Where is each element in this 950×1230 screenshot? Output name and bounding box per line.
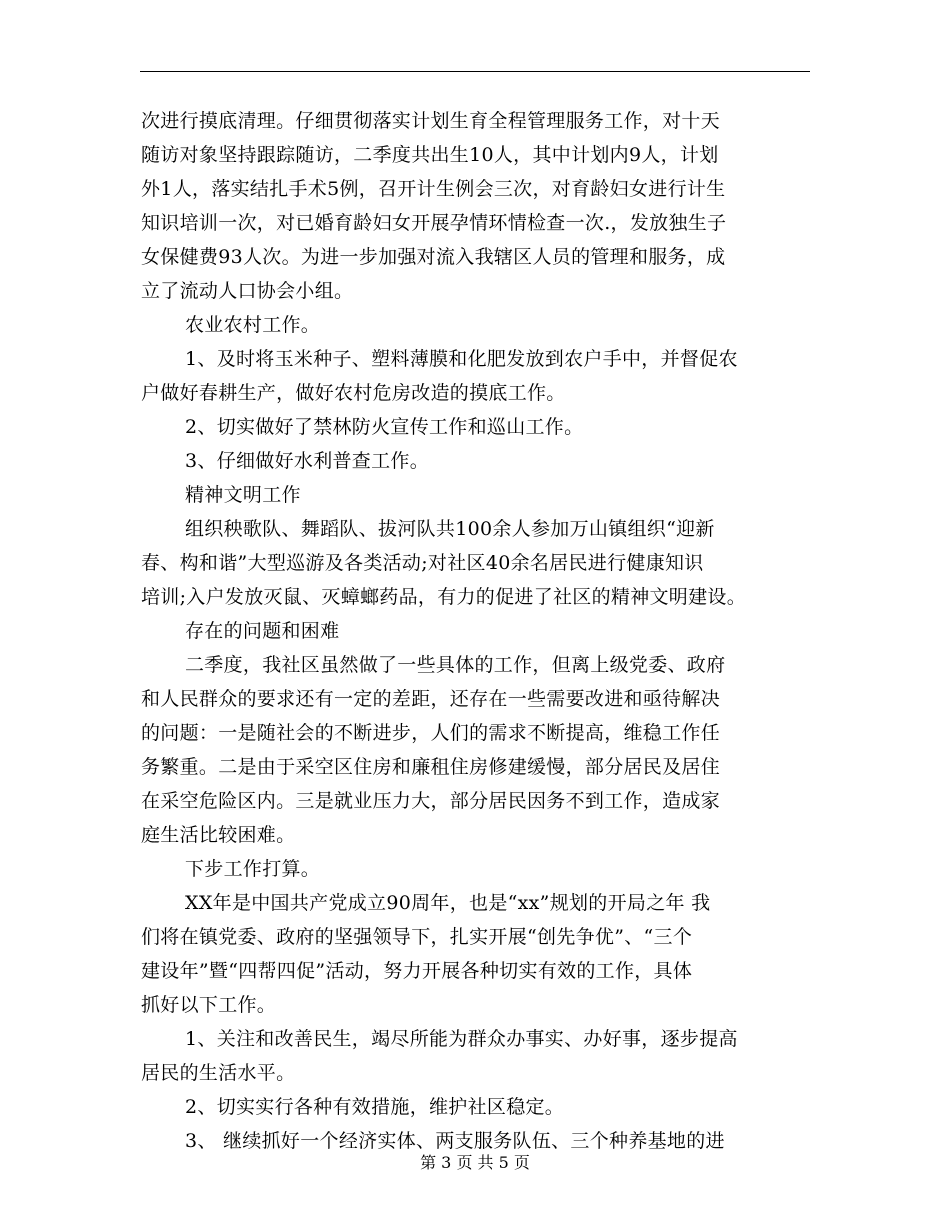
paragraph-line: 组织秧歌队、舞蹈队、拔河队共100余人参加万山镇组织“迎新: [185, 518, 715, 540]
paragraph-line: 3、 继续抓好一个经济实体、两支服务队伍、三个种养基地的进: [185, 1130, 725, 1152]
paragraph-line: 培训;入户发放灭鼠、灭蟑螂药品，有力的促进了社区的精神文明建设。: [141, 586, 747, 608]
paragraph-line: 户做好春耕生产，做好农村危房改造的摸底工作。: [141, 382, 566, 404]
paragraph-line: 随访对象坚持跟踪随访，二季度共出生10人，其中计划内9人，计划: [141, 144, 719, 166]
paragraph-line: 3、仔细做好水利普查工作。: [185, 450, 429, 472]
paragraph-line: 建设年”暨“四帮四促”活动，努力开展各种切实有效的工作，具体: [141, 960, 693, 982]
paragraph-line: 立了流动人口协会小组。: [141, 280, 354, 302]
paragraph-line: 庭生活比较困难。: [141, 824, 296, 846]
paragraph-line: 的问题：一是随社会的不断进步，人们的需求不断提高，维稳工作任: [141, 722, 721, 744]
paragraph-line: 居民的生活水平。: [141, 1062, 296, 1084]
section-heading: 下步工作打算。: [185, 858, 321, 880]
paragraph-line: 二季度，我社区虽然做了一些具体的工作，但离上级党委、政府: [185, 654, 726, 676]
paragraph-line: 1、关注和改善民生，竭尽所能为群众办事实、办好事，逐步提高: [185, 1028, 738, 1050]
paragraph-line: 次进行摸底清理。仔细贯彻落实计划生育全程管理服务工作，对十天: [141, 110, 721, 132]
paragraph-line: 春、构和谐”大型巡游及各类活动;对社区40余名居民进行健康知识: [141, 552, 704, 574]
header-rule: [140, 71, 810, 72]
paragraph-line: 抓好以下工作。: [141, 994, 277, 1016]
paragraph-line: 女保健费93人次。为进一步加强对流入我辖区人员的管理和服务，成: [141, 246, 726, 268]
paragraph-line: 知识培训一次，对已婚育龄妇女开展孕情环情检查一次.，发放独生子: [141, 212, 727, 234]
section-heading: 精神文明工作: [185, 484, 301, 506]
paragraph-line: XX年是中国共产党成立90周年，也是“xx”规划的开局之年 我: [185, 892, 711, 914]
section-heading: 存在的问题和困难: [185, 620, 340, 642]
section-heading: 农业农村工作。: [185, 314, 321, 336]
paragraph-line: 和人民群众的要求还有一定的差距，还存在一些需要改进和亟待解决: [141, 688, 721, 710]
page-footer: 第 3 页 共 5 页: [420, 1153, 530, 1172]
paragraph-line: 在采空危险区内。三是就业压力大，部分居民因务不到工作，造成家: [141, 790, 721, 812]
paragraph-line: 外1人，落实结扎手术5例，召开计生例会三次，对育龄妇女进行计生: [141, 178, 726, 200]
paragraph-line: 1、及时将玉米种子、塑料薄膜和化肥发放到农户手中，并督促农: [185, 348, 738, 370]
paragraph-line: 2、切实做好了禁林防火宣传工作和巡山工作。: [185, 416, 584, 438]
document-body: [141, 104, 821, 1158]
paragraph-line: 务繁重。二是由于采空区住房和廉租住房修建缓慢，部分居民及居住: [141, 756, 721, 778]
paragraph-line: 2、切实实行各种有效措施，维护社区稳定。: [185, 1096, 565, 1118]
paragraph-line: 们将在镇党委、政府的坚强领导下，扎实开展“创先争优”、“三个: [141, 926, 693, 948]
